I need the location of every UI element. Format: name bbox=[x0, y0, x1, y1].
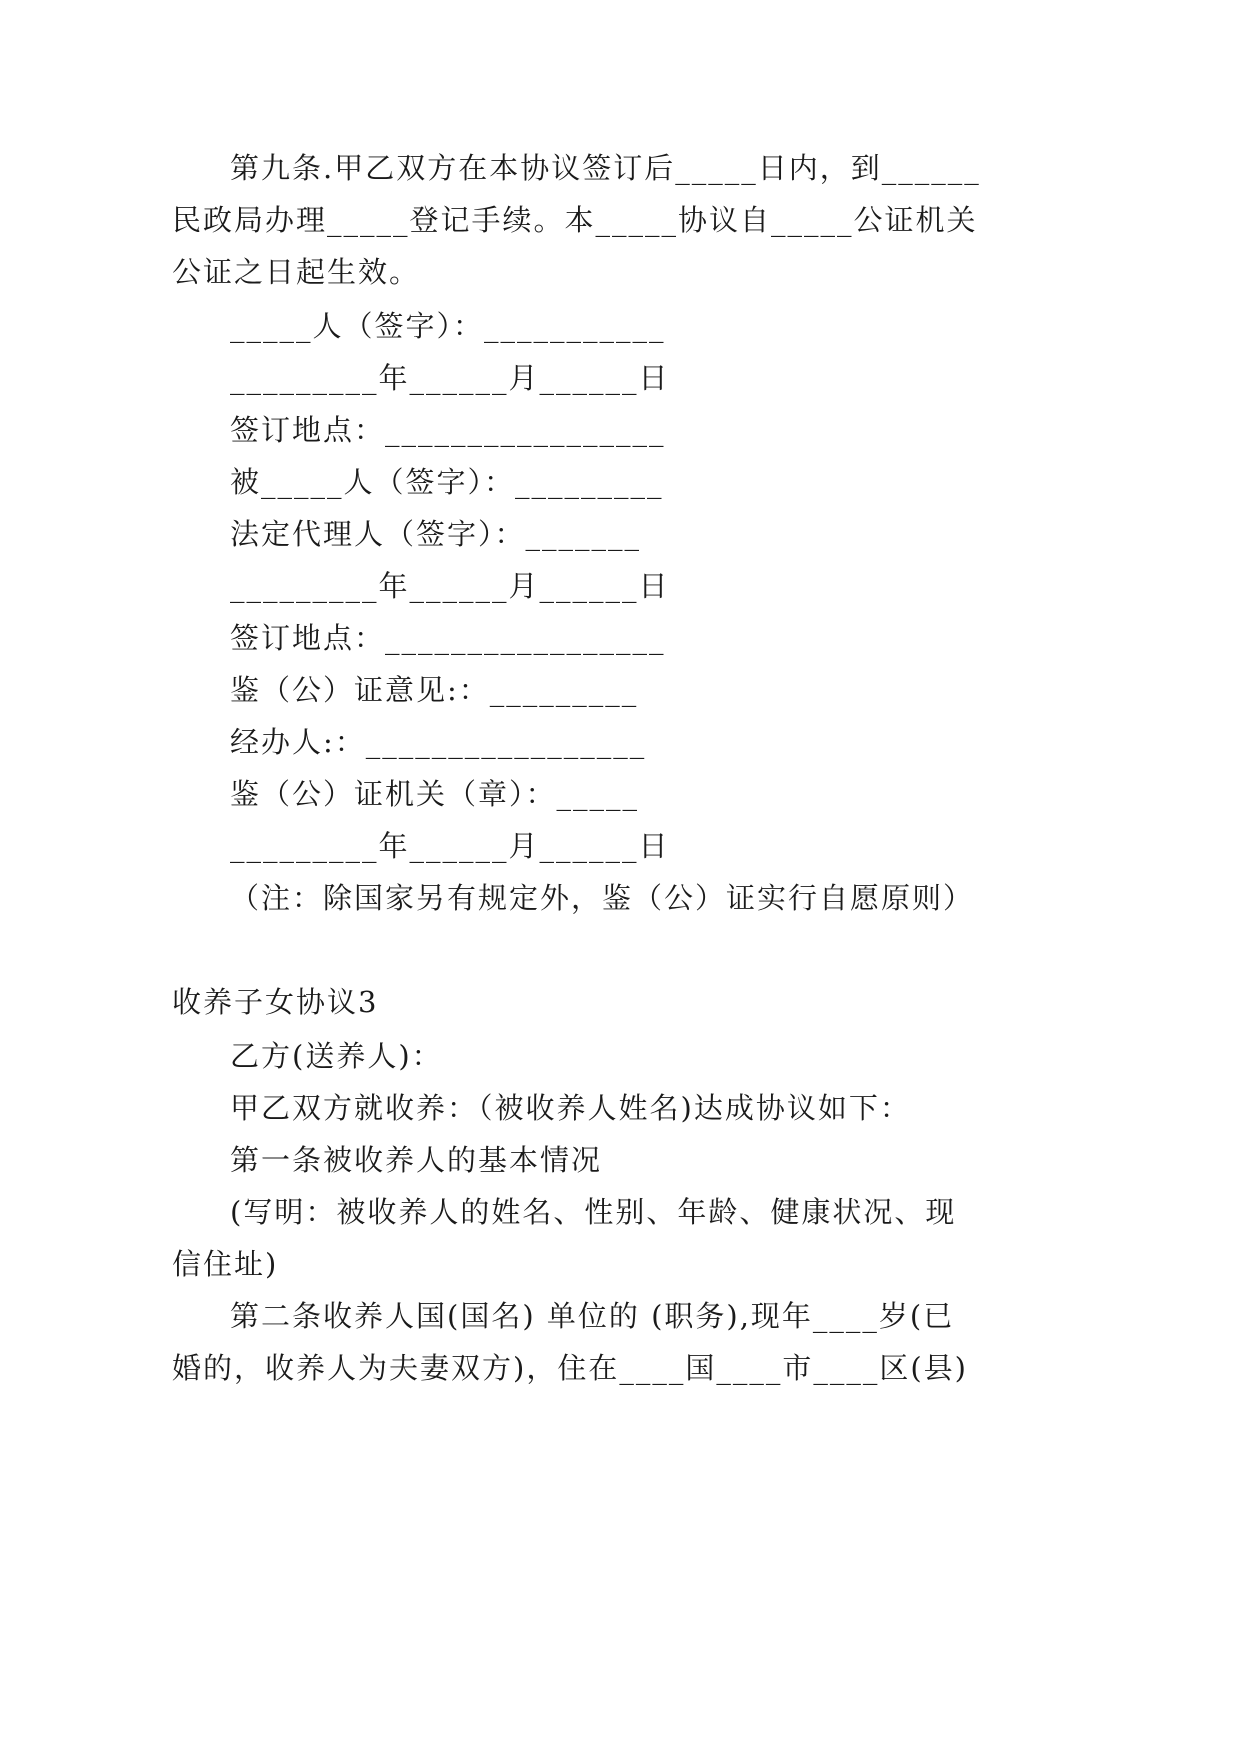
adoptee-signature-line: 被_____人（签字）：_________ bbox=[230, 465, 664, 499]
party-b-line: 乙方(送养人)： bbox=[230, 1039, 443, 1073]
notarization-opinion-line: 鉴（公）证意见:：_________ bbox=[230, 673, 639, 707]
article-9-line-3: 公证之日起生效。 bbox=[172, 255, 421, 289]
agreement-intro-line: 甲乙双方就收养：（被收养人姓名)达成协议如下： bbox=[230, 1091, 911, 1125]
note-line: （注：除国家另有规定外，鉴（公）证实行自愿原则） bbox=[230, 881, 975, 915]
section-title: 收养子女协议3 bbox=[172, 985, 379, 1019]
signing-place-line-2: 签订地点：_________________ bbox=[230, 621, 666, 655]
date-line-3: _________年______月______日 bbox=[230, 829, 670, 863]
adopter-signature-line: _____人（签字）：___________ bbox=[230, 309, 666, 343]
date-line-1: _________年______月______日 bbox=[230, 361, 670, 395]
legal-representative-line: 法定代理人（签字）：_______ bbox=[230, 517, 642, 551]
notary-office-seal-line: 鉴（公）证机关（章）：_____ bbox=[230, 777, 640, 811]
date-line-2: _________年______月______日 bbox=[230, 569, 670, 603]
article-9-line-1: 第九条.甲乙双方在本协议签订后_____日内，到______ bbox=[230, 151, 981, 185]
article-2-line-2: 婚的，收养人为夫妻双方)，住在____国____市____区(县) bbox=[172, 1351, 968, 1385]
article-1-detail-line-2: 信住址) bbox=[172, 1247, 279, 1281]
article-9-line-2: 民政局办理_____登记手续。本_____协议自_____公证机关 bbox=[172, 203, 978, 237]
handler-line: 经办人:：_________________ bbox=[230, 725, 647, 759]
article-1-detail-line-1: (写明：被收养人的姓名、性别、年龄、健康状况、现 bbox=[230, 1195, 957, 1229]
article-2-line-1: 第二条收养人国(国名) 单位的 (职务),现年____岁(已 bbox=[230, 1299, 955, 1333]
signing-place-line-1: 签订地点：_________________ bbox=[230, 413, 666, 447]
article-1-heading: 第一条被收养人的基本情况 bbox=[230, 1143, 603, 1177]
